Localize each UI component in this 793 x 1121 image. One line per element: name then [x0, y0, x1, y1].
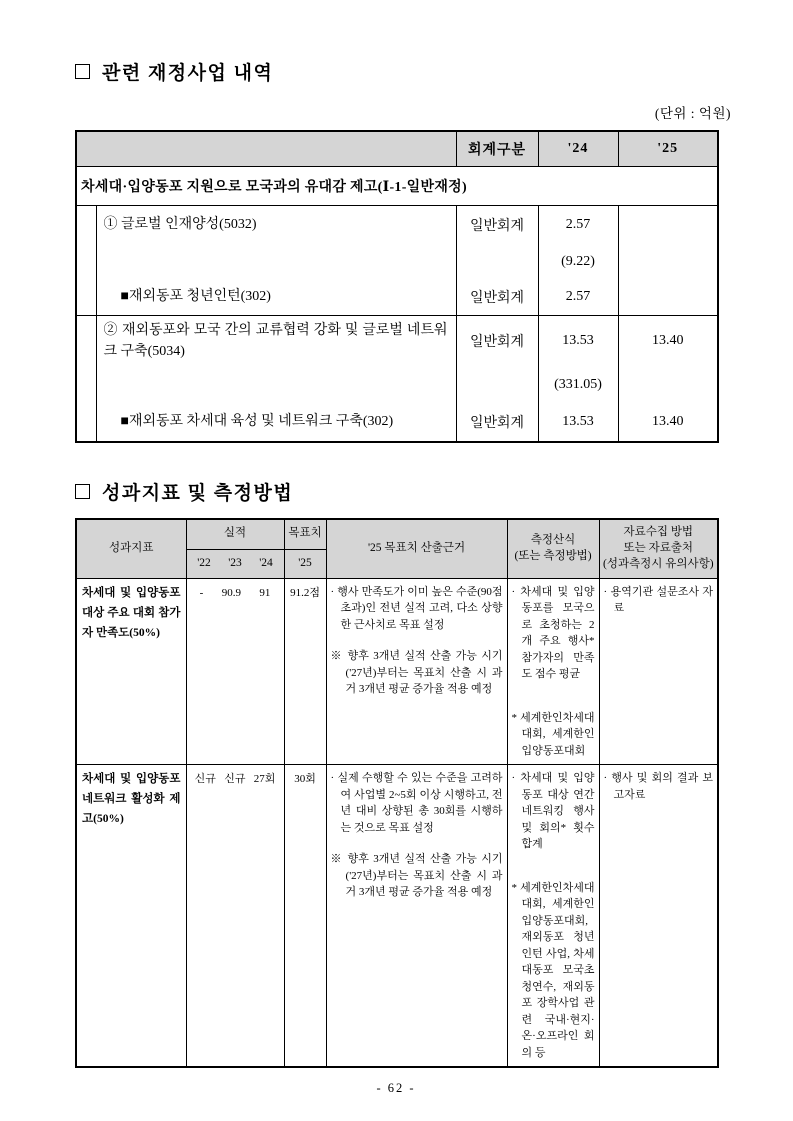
value-2025 [618, 367, 718, 403]
indent-cell [76, 205, 96, 315]
formula-header-line1: 측정산식 [530, 534, 576, 547]
formula-paragraph: · 차세대 및 입양동포 대상 연간 네트워킹 행사 및 회의* 횟수 합계 [511, 772, 595, 850]
column-header-formula [507, 519, 599, 578]
basis-note-paragraph: ※ 향후 3개년 실적 산출 가능 시기('27년)부터는 목표치 산출 시 과거 3개년 평균 증가율 적용 예정 [330, 650, 503, 695]
column-header-2025: '25 [618, 131, 718, 166]
formula-footnote: * 세계한인차세대대회, 세계한인입양동포대회 [511, 711, 595, 757]
page-number: - 62 - [376, 1081, 416, 1095]
source-header-line2: 또는 자료출처 [623, 541, 694, 554]
program-group-row [76, 166, 718, 205]
year-label-22: '22 [197, 556, 211, 569]
performance-indicators-table [75, 518, 719, 1068]
section-marker-icon [75, 484, 90, 499]
table-row [76, 205, 718, 244]
result-23: 90.9 [221, 586, 241, 599]
basis-note-paragraph: ※ 향후 3개년 실적 산출 가능 시기('27년)부터는 목표치 산출 시 과거 3개년 평균 증가율 적용 예정 [330, 853, 503, 898]
table-header-row [76, 131, 718, 166]
target-value: 30회 [284, 765, 326, 1068]
table-row [76, 403, 718, 442]
column-header-indicator: 성과지표 [76, 519, 186, 578]
project-name [96, 367, 456, 403]
value-2025 [618, 244, 718, 279]
project-name: ■재외동포 차세대 육성 및 네트워크 구축(302) [96, 403, 456, 442]
unit-note: (단위 : 억원) [654, 106, 731, 121]
table-row [76, 367, 718, 403]
target-basis [326, 765, 507, 1068]
account-type: 일반회계 [456, 279, 538, 315]
column-header-source [599, 519, 718, 578]
basis-paragraph: · 행사 만족도가 이미 높은 수준(90점 초과)인 전년 실적 고려, 다소 상향한 근사치로 목표 설정 [330, 585, 503, 631]
source-paragraph: · 행사 및 회의 결과 보고자료 [603, 772, 714, 801]
column-header-target: 목표치 [284, 519, 326, 549]
program-group-title: 차세대·입양동포 지원으로 모국과의 유대감 제고(Ⅰ-1-일반재정) [76, 166, 718, 205]
value-2025 [618, 205, 718, 244]
column-header-actual: 실적 [186, 519, 284, 549]
account-type [456, 367, 538, 403]
value-2024: 2.57 [538, 205, 618, 244]
source-paragraph: · 용역기관 설문조사 자료 [603, 585, 714, 614]
value-2024: 2.57 [538, 279, 618, 315]
year-label-23: '23 [228, 556, 242, 569]
section2-title [75, 478, 717, 505]
value-2024: 13.53 [538, 315, 618, 367]
fiscal-projects-table [75, 130, 719, 443]
value-2024: (9.22) [538, 244, 618, 279]
year-label-25: '25 [284, 549, 326, 578]
value-2025: 13.40 [618, 315, 718, 367]
project-name [96, 244, 456, 279]
value-2024: 13.53 [538, 403, 618, 442]
section-marker-icon [75, 64, 90, 79]
section1-title [75, 58, 717, 85]
account-type [456, 244, 538, 279]
measurement-formula [507, 578, 599, 765]
section2-title-text: 성과지표 및 측정방법 [102, 483, 294, 504]
basis-paragraph: · 실제 수행할 수 있는 수준을 고려하여 사업별 2~5회 이상 시행하고, 전년 대비 상향된 총 30회를 시행하는 것으로 목표 설정 [330, 772, 503, 834]
project-name: ② 재외동포와 모국 간의 교류협력 강화 및 글로벌 네트워크 구축(5034) [96, 315, 456, 367]
column-header-basis: '25 목표치 산출근거 [326, 519, 507, 578]
actual-results [186, 765, 284, 1068]
target-value: 91.2점 [284, 578, 326, 765]
account-type: 일반회계 [456, 403, 538, 442]
source-header-line1: 자료수집 방법 [623, 526, 694, 539]
account-type: 일반회계 [456, 315, 538, 367]
source-header-line3: (성과측정시 유의사항) [603, 557, 714, 570]
value-2025: 13.40 [618, 403, 718, 442]
year-subheaders [186, 549, 284, 578]
result-23: 신규 [224, 773, 246, 785]
formula-header-line2: (또는 측정방법) [514, 549, 592, 562]
value-2024: (331.05) [538, 367, 618, 403]
indicator-name: 차세대 및 입양동포 네트워크 활성화 제고(50%) [76, 765, 186, 1068]
column-header-account: 회계구분 [456, 131, 538, 166]
table-header-row [76, 519, 718, 549]
indent-cell [76, 315, 96, 442]
table-row [76, 244, 718, 279]
table-row [76, 279, 718, 315]
formula-footnote: * 세계한인차세대대회, 세계한인입양동포대회, 재외동포 청년인턴 사업, 차세대동포 모국초청연수, 재외동포 장학사업 관련 국내·현지·온·오프라인 회의 등 [511, 881, 595, 1059]
project-name: ① 글로벌 인재양성(5032) [96, 205, 456, 244]
value-2025 [618, 279, 718, 315]
actual-results [186, 578, 284, 765]
target-basis [326, 578, 507, 765]
result-24: 91 [259, 586, 271, 599]
section1-title-text: 관련 재정사업 내역 [102, 63, 274, 84]
empty-header-cell [76, 131, 456, 166]
result-22: 신규 [194, 773, 216, 785]
project-name: ■재외동포 청년인턴(302) [96, 279, 456, 315]
result-22: - [199, 586, 204, 599]
indicator-row [76, 765, 718, 1068]
account-type: 일반회계 [456, 205, 538, 244]
indicator-name: 차세대 및 입양동포 대상 주요 대회 참가자 만족도(50%) [76, 578, 186, 765]
table-row [76, 315, 718, 367]
column-header-2024: '24 [538, 131, 618, 166]
indicator-row [76, 578, 718, 765]
result-24: 27회 [253, 773, 276, 785]
formula-paragraph: · 차세대 및 입양동포를 모국으로 초청하는 2개 주요 행사* 참가자의 만족도 점수 평균 [511, 585, 595, 680]
data-source [599, 765, 718, 1068]
data-source [599, 578, 718, 765]
measurement-formula [507, 765, 599, 1068]
year-label-24: '24 [259, 556, 273, 569]
